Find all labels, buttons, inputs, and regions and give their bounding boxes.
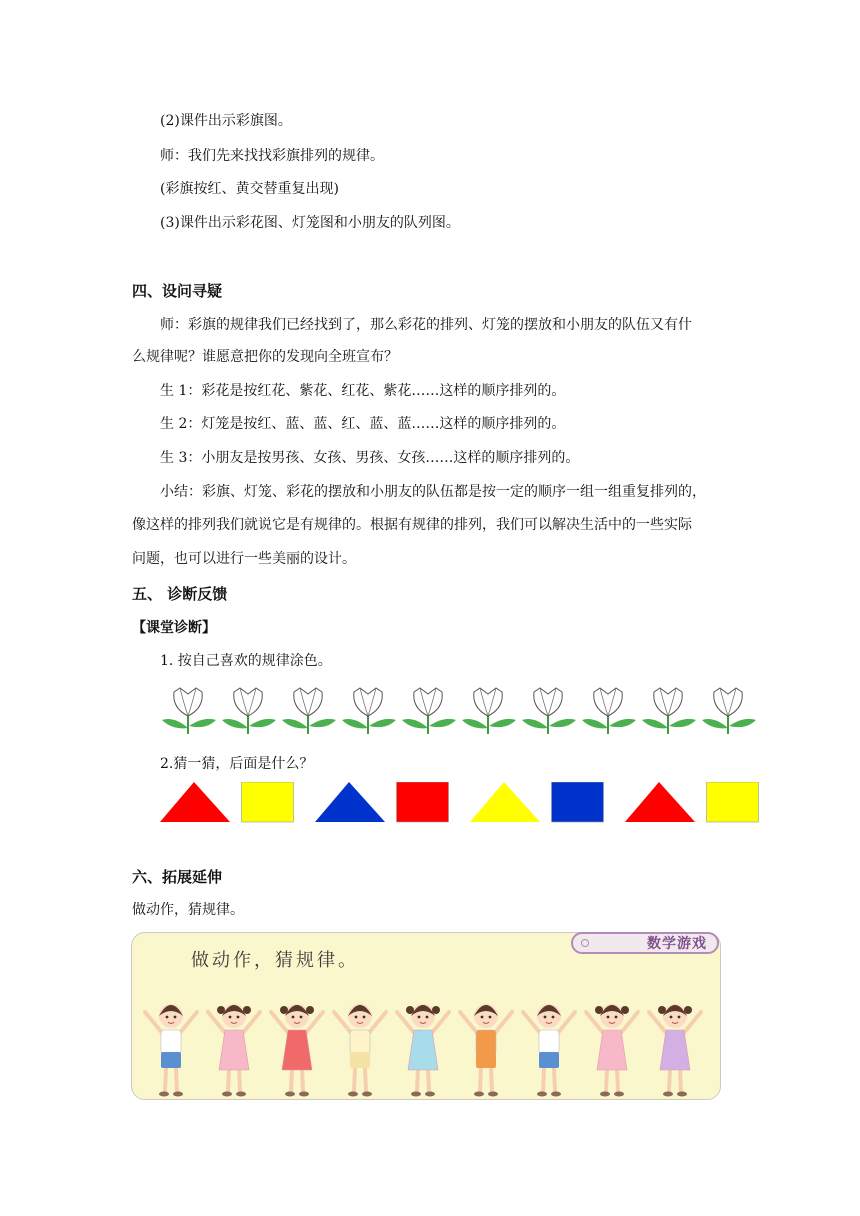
student-answer-2: 生 2：灯笼是按红、蓝、蓝、红、蓝、蓝……这样的顺序排列的。	[160, 416, 566, 432]
triangle-shape	[625, 782, 695, 822]
child-figure	[334, 1004, 386, 1097]
triangle-shape	[315, 782, 385, 822]
paragraph-line: 么规律呢？谁愿意把你的发现向全班宣布？	[132, 349, 398, 365]
badge-label: 数学游戏	[647, 936, 707, 952]
tulip-icon	[342, 688, 396, 734]
activity-intro: 做动作，猜规律。	[132, 902, 244, 918]
section-heading-5: 五、 诊断反馈	[132, 585, 228, 603]
square-shape	[397, 782, 449, 822]
text-line: (2)课件出示彩旗图。	[160, 113, 292, 129]
child-figure	[208, 1004, 260, 1097]
text-line: (3)课件出示彩花图、灯笼图和小朋友的队列图。	[160, 215, 460, 231]
tulip-icon	[162, 688, 216, 734]
summary-line: 问题，也可以进行一些美丽的设计。	[132, 551, 356, 567]
tulip-row	[158, 684, 762, 736]
question-1: 1. 按自己喜欢的规律涂色。	[160, 653, 332, 669]
child-figure	[271, 1004, 323, 1097]
section-heading-4: 四、设问寻疑	[132, 282, 223, 300]
child-figure	[649, 1004, 701, 1097]
section-heading-6: 六、拓展延伸	[132, 868, 223, 886]
triangle-shape	[160, 782, 230, 822]
tulip-icon	[642, 688, 696, 734]
student-answer-1: 生 1：彩花是按红花、紫花、红花、紫花……这样的顺序排列的。	[160, 383, 566, 399]
subheading-classroom-diagnosis: 【课堂诊断】	[132, 620, 216, 636]
child-figure	[586, 1004, 638, 1097]
tulip-icon	[402, 688, 456, 734]
child-figure	[397, 1004, 449, 1097]
math-game-badge	[571, 932, 719, 954]
summary-line: 像这样的排列我们就说它是有规律的。根据有规律的排列，我们可以解决生活中的一些实际	[132, 517, 692, 533]
tulip-icon	[222, 688, 276, 734]
badge-dot-icon	[581, 939, 589, 947]
paragraph-line: 师：彩旗的规律我们已经找到了，那么彩花的排列、灯笼的摆放和小朋友的队伍又有什	[160, 317, 692, 333]
summary-line: 小结：彩旗、灯笼、彩花的摆放和小朋友的队伍都是按一定的顺序一组一组重复排列的，	[160, 484, 706, 500]
tulip-icon	[282, 688, 336, 734]
child-figure	[460, 1004, 512, 1097]
tulip-icon	[522, 688, 576, 734]
question-2: 2.猜一猜，后面是什么？	[160, 756, 314, 772]
shape-pattern	[160, 782, 762, 824]
triangle-shape	[470, 782, 540, 822]
game-title: 做动作，猜规律。	[191, 950, 359, 971]
student-answer-3: 生 3：小朋友是按男孩、女孩、男孩、女孩……这样的顺序排列的。	[160, 450, 580, 466]
tulip-icon	[702, 688, 756, 734]
text-line: (彩旗按红、黄交替重复出现)	[160, 181, 339, 197]
square-shape	[707, 782, 759, 822]
child-figure	[145, 1004, 197, 1097]
children-row	[141, 994, 711, 1098]
square-shape	[552, 782, 604, 822]
math-game-panel	[131, 932, 721, 1100]
child-figure	[523, 1004, 575, 1097]
square-shape	[242, 782, 294, 822]
tulip-icon	[582, 688, 636, 734]
text-line: 师：我们先来找找彩旗排列的规律。	[160, 148, 384, 164]
tulip-icon	[462, 688, 516, 734]
